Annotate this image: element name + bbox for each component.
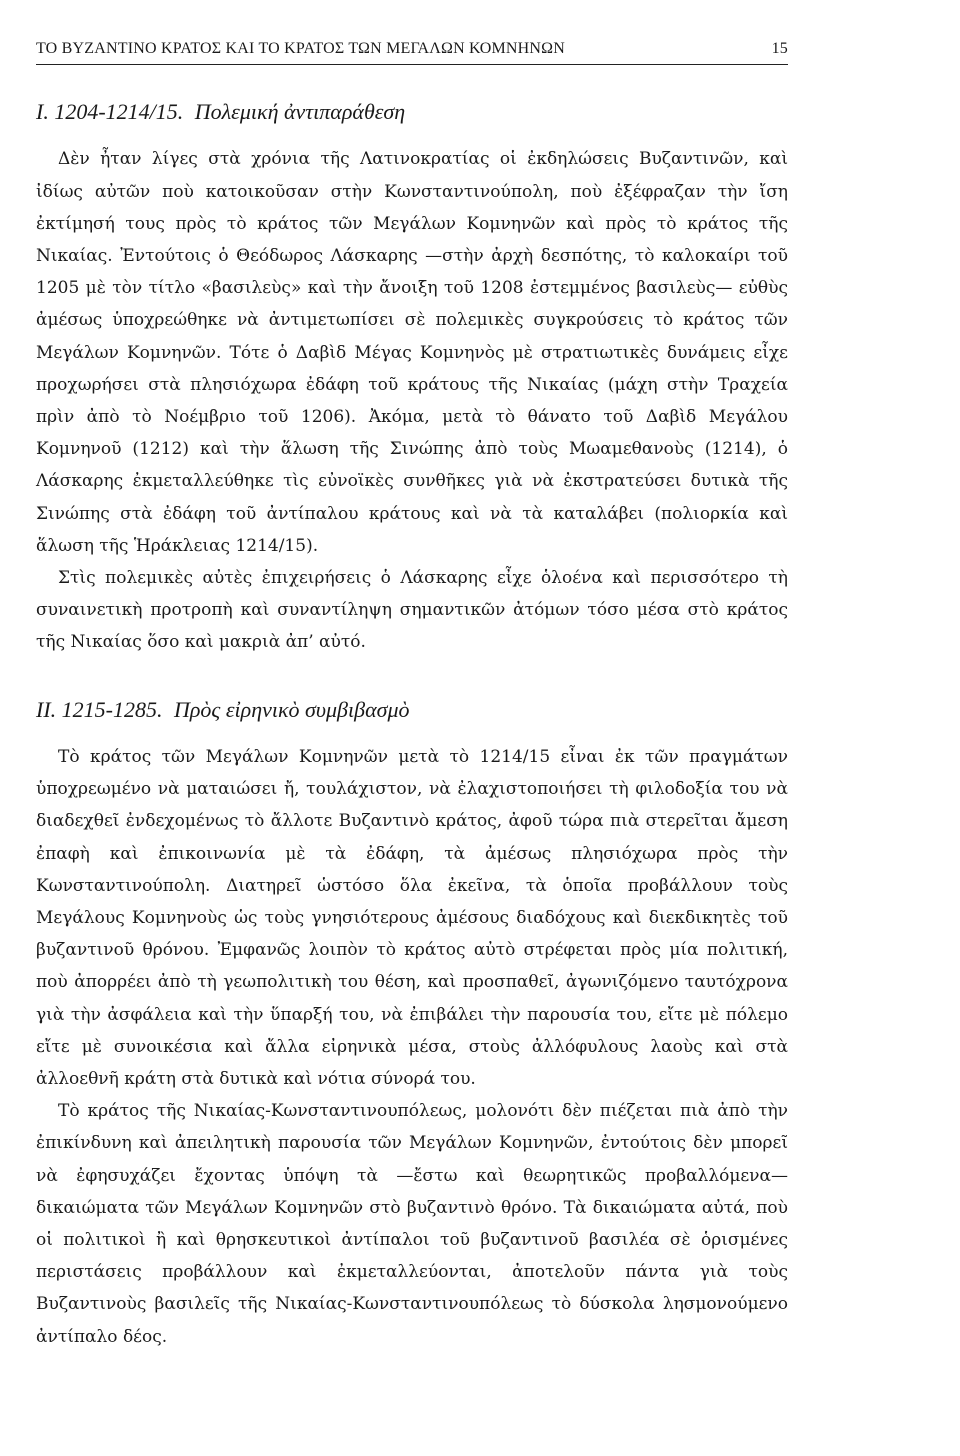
page-number: 15 <box>771 40 788 57</box>
section-number: I. 1204-1214/15. <box>36 99 184 124</box>
section-title: Πρὸς εἰρηνικὸ συμβιβασμὸ <box>173 696 410 722</box>
section-title: Πολεμική ἀντιπαράθεση <box>194 99 406 124</box>
section-2 <box>36 697 788 1353</box>
paragraph: Στὶς πολεμικὲς αὐτὲς ἐπιχειρήσεις ὁ Λάσκαρης εἶχε ὁλοένα καὶ περισσότερο τὴ συναινετικὴ προτροπὴ καὶ συναντίληψη σημαντικῶν ἀτόμων τόσο μέσα στὸ κράτος τῆς Νικαίας ὅσο καὶ μακριὰ ἀπ’ αὐτό. <box>36 568 788 653</box>
section-number: II. 1215-1285. <box>36 696 163 722</box>
section-heading <box>36 697 788 723</box>
paragraph: Τὸ κράτος τῆς Νικαίας-Κωνσταντινουπόλεως, μολονότι δὲν πιέζεται πιὰ ἀπὸ τὴν ἐπικίνδυνη καὶ ἀπειλητικὴ παρουσία τῶν Μεγάλων Κομνηνῶν, ἐντούτοις δὲν μπορεῖ νὰ ἐφησυχάζει ἔχοντας ὑπόψη τὰ —ἔστω καὶ θεωρητικῶς προβαλλόμενα— δικαιώματα τῶν Μεγάλων Κομνηνῶν στὸ βυζαντινὸ θρόνο. Τὰ δικαιώματα αὐτά, ποὺ οἱ πολιτικοὶ ἢ καὶ θρησκευτικοὶ ἀντίπαλοι τοῦ βυζαντινοῦ βασιλέα σὲ ὁρισμένες περιστάσεις προβάλλουν καὶ ἐκμεταλλεύονται, ἀποτελοῦν πάντα γιὰ τοὺς Βυζαντινοὺς βασιλεῖς τῆς Νικαίας-Κωνσταντινουπόλεως τὸ δύσκολα λησμονούμενο ἀντίπαλο δέος. <box>36 1101 788 1347</box>
book-page <box>36 40 788 1440</box>
running-header <box>36 40 788 65</box>
section-heading <box>36 99 788 125</box>
paragraph: Δὲν ἦταν λίγες στὰ χρόνια τῆς Λατινοκρατίας οἱ ἐκδηλώσεις Βυζαντινῶν, καὶ ἰδίως αὐτῶν ποὺ κατοικοῦσαν στὴν Κωνσταντινούπολη, ποὺ ἐξέφραζαν τὴν ἴση ἐκτίμησή τους πρὸς τὸ κράτος τῶν Μεγάλων Κομνηνῶν καὶ πρὸς τὸ κράτος τῆς Νικαίας. Ἐντούτοις ὁ Θεόδωρος Λάσκαρης —στὴν ἀρχὴ δεσπότης, τὸ καλοκαίρι τοῦ 1205 μὲ τὸν τίτλο «βασιλεὺς» καὶ τὴν ἄνοιξη τοῦ 1208 ἐστεμμένος βασιλεὺς— εὐθὺς ἀμέσως ὑποχρεώθηκε νὰ ἀντιμετωπίσει σὲ πολεμικὲς συγκρούσεις τὸ κράτος τῶν Μεγάλων Κομνηνῶν. Τότε ὁ Δαβὶδ Μέγας Κομνηνὸς μὲ στρατιωτικὲς δυνάμεις εἶχε προχωρήσει στὰ πλησιόχωρα ἐδάφη τοῦ κράτους τῆς Νικαίας (μάχη στὴν Τραχεία πρὶν ἀπὸ τὸ Νοέμβριο τοῦ 1206). Ἀκόμα, μετὰ τὸ θάνατο τοῦ Δαβὶδ Μεγάλου Κομνηνοῦ (1212) καὶ τὴν ἅλωση τῆς Σινώπης ἀπὸ τοὺς Μωαμεθανοὺς (1214), ὁ Λάσκαρης ἐκμεταλλεύθηκε τὶς εὐνοϊκὲς συνθῆκες γιὰ νὰ ἐκστρατεύσει δυτικὰ τῆς Σινώπης στὰ ἐδάφη τοῦ ἀντίπαλου κράτους καὶ νὰ τὰ καταλάβει (πολιορκία καὶ ἅλωση τῆς Ἡράκλειας 1214/15). <box>36 149 788 556</box>
section-1 <box>36 99 788 659</box>
running-title: ΤΟ ΒΥΖΑΝΤΙΝΟ ΚΡΑΤΟΣ ΚΑΙ ΤΟ ΚΡΑΤΟΣ ΤΩΝ ΜΕΓΑΛΩΝ ΚΟΜΝΗΝΩΝ <box>36 40 566 57</box>
paragraph: Τὸ κράτος τῶν Μεγάλων Κομνηνῶν μετὰ τὸ 1214/15 εἶναι ἐκ τῶν πραγμάτων ὑποχρεωμένο νὰ ματαιώσει ἤ, τουλάχιστον, νὰ ἐλαχιστοποιήσει τὴ φιλοδοξία του νὰ διαδεχθεῖ ἐνδεχομένως τὸ ἄλλοτε Βυζαντινὸ κράτος, ἀφοῦ τώρα πιὰ στερεῖται ἄμεση ἐπαφὴ καὶ ἐπικοινωνία μὲ τὰ ἐδάφη, τὰ ἀμέσως πλησιόχωρα πρὸς τὴν Κωνσταντινούπολη. Διατηρεῖ ὡστόσο ὅλα ἐκεῖνα, τὰ ὁποῖα προβάλλουν τοὺς Μεγάλους Κομνηνοὺς ὡς τοὺς γνησιότερους ἀμέσους διαδόχους καὶ διεκδικητὲς τοῦ βυζαντινοῦ θρόνου. Ἐμφανῶς λοιπὸν τὸ κράτος αὐτὸ στρέφεται πρὸς μία πολιτική, ποὺ ἀπορρέει ἀπὸ τὴ γεωπολιτικὴ του θέση, καὶ προσπαθεῖ, ἀγωνιζόμενο ταυτόχρονα γιὰ τὴν ἀσφάλεια καὶ τὴν ὕπαρξή του, νὰ ἐπιβάλει τὴν παρουσία του, εἴτε μὲ πόλεμο εἴτε μὲ συνοικέσια καὶ ἄλλα εἰρηνικὰ μέσα, στοὺς ἀλλόφυλους λαοὺς καὶ στὰ ἀλλοεθνῆ κράτη στὰ δυτικὰ καὶ νότια σύνορά του. <box>36 747 788 1090</box>
